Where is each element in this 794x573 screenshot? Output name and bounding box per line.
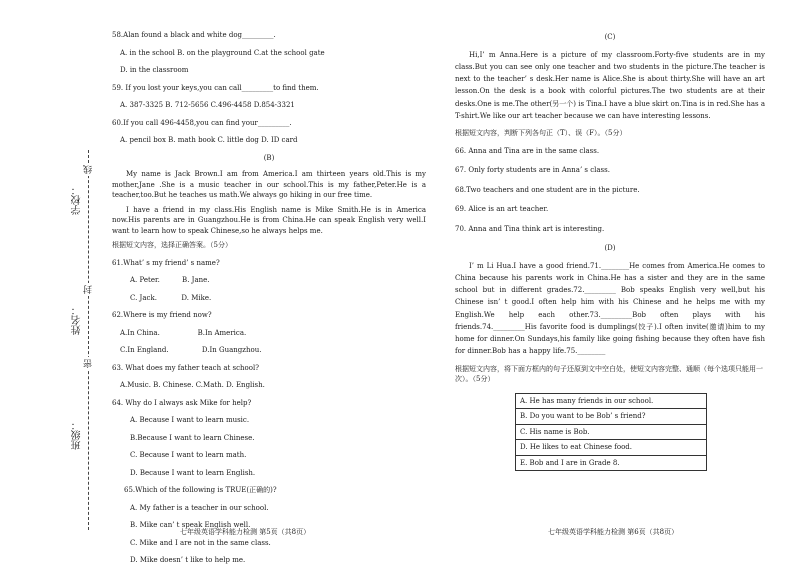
question-63: 63. What does my father teach at school? <box>112 363 259 372</box>
box-option-c: C. His name is Bob. <box>516 425 706 441</box>
question-58-options-a: A. in the school B. on the playground C.at the school gate <box>120 48 325 57</box>
question-60: 60.If you call 496-4458,you can find your_________. <box>112 118 292 127</box>
section-c-instructions: 根据短文内容，判断下列各句正（T）、误（F）。（5分） <box>455 129 627 137</box>
question-68: 68.Two teachers and one student are in the picture. <box>455 185 640 194</box>
binding-mark-line: 线 <box>84 165 94 174</box>
question-62-options-cd: C.In England. D.In Guangzhou. <box>120 346 262 354</box>
section-c-title: (C) <box>604 33 616 41</box>
section-b-instructions: 根据短文内容，选择正确答案。（5分） <box>112 241 232 249</box>
question-70: 70. Anna and Tina think art is interesting. <box>455 224 605 233</box>
question-64-option-b: B.Because I want to learn Chinese. <box>130 433 255 442</box>
question-64: 64. Why do I always ask Mike for help? <box>112 398 252 407</box>
question-64-option-d: D. Because I want to learn English. <box>130 468 256 477</box>
question-64-option-c: C. Because I want to learn math. <box>130 451 247 459</box>
question-58-options-b: D. in the classroom <box>120 66 189 74</box>
section-d-instructions: 根据短文内容，将下面方框内的句子还原到文中空白处，使短文内容完整、通顺（每个选项只能用一次）。（5分） <box>455 364 763 383</box>
question-69: 69. Alice is an art teacher. <box>455 205 549 213</box>
passage-b-paragraph-2: I have a friend in my class.His English name is Mike Smith.He is in America now.His parents are in Guangzhou.He is from China.He can speak English very well.I want to learn how to speak Chinese,so he always helps me. <box>112 205 426 235</box>
question-67: 67. Only forty students are in Anna’ s class. <box>455 166 610 174</box>
box-option-a: A. He has many friends in our school. <box>516 394 706 410</box>
name-label: 姓名： <box>72 305 83 335</box>
page-footer-right: 七年级英语学科能力检测 第6页（共8页） <box>548 528 679 536</box>
question-65-option-d: D. Mike doesn’ t like to help me. <box>130 556 246 564</box>
passage-c: Hi,I’ m Anna.Here is a picture of my classroom.Forty-five students are in my class.But you can see only one teacher and two students in the picture.The teacher is next to the teacher’ s desk.Her name is Alice.She is about thirty.She will have an art lesson.On the desk is a book with colorful pictures.The two students are at their desks.One is me.The other(另一个) is Tina.I have a blue skirt on.Tina is in red.She has a T-shirt.We like our art teacher because we can have interesting lessons. <box>455 50 765 120</box>
question-66: 66. Anna and Tina are in the same class. <box>455 146 600 155</box>
question-58: 58.Alan found a black and white dog_________. <box>112 31 276 39</box>
question-62: 62.Where is my friend now? <box>112 311 212 319</box>
binding-mark-seal: 封 <box>84 285 94 294</box>
box-option-b: B. Do you want to be Bob’ s friend? <box>516 409 706 425</box>
school-label: 学校： <box>72 185 83 215</box>
question-65-option-c: C. Mike and I are not in the same class. <box>130 538 271 547</box>
options-box <box>515 393 707 472</box>
question-59: 59. If you lost your keys,you can call_________to find them. <box>112 83 319 92</box>
question-61-options-ab: A. Peter. B. Jane. <box>130 276 210 284</box>
box-option-e: E. Bob and I are in Grade 8. <box>520 458 620 467</box>
binding-dashed-line <box>88 150 89 530</box>
question-63-options: A.Music. B. Chinese. C.Math. D. English. <box>120 381 265 389</box>
box-option-d: D. He likes to eat Chinese food. <box>516 440 706 456</box>
question-60-options: A. pencil box B. math book C. little dog D. ID card <box>120 136 298 144</box>
left-column <box>112 30 426 573</box>
question-65: 65.Which of the following is TRUE(正确的)? <box>124 486 277 494</box>
passage-d: I’ m Li Hua.I have a good friend.71.________He comes from America.He comes to China because his parents work in China.He has a sister and they are in the same school but in different grades.72._________ Bob speaks English very well,but his Chinese isn’ t good.I often help him with his Chinese and he helps me with my English.We help each other.73._________Bob often plays with his friends.74._________His favorite food is dumplings(饺子).I often invite(邀请)him to my home for dinner.On Sundays,his family like going fishing because they often have fish for dinner.Bob has a happy life.75.________ <box>455 261 765 356</box>
question-64-option-a: A. Because I want to learn music. <box>130 416 250 424</box>
question-62-options-ab: A.In China. B.In America. <box>120 328 247 337</box>
question-61: 61.What’ s my friend’ s name? <box>112 258 220 267</box>
question-61-options-cd: C. Jack. D. Mike. <box>130 293 212 302</box>
right-column <box>455 30 765 471</box>
page-footer-left: 七年级英语学科能力检测 第5页（共8页） <box>180 528 311 536</box>
section-b-title: (B) <box>263 153 275 162</box>
question-65-option-b: B. Mike can’ t speak English well. <box>130 521 251 529</box>
section-d-title: (D) <box>604 244 616 252</box>
binding-mark-secret: 密 <box>84 359 94 368</box>
passage-b-paragraph-1: My name is Jack Brown.I am from America.I am thirteen years old.This is my mother,Jane .She is a music teacher in our school.This is my father,Peter.He is a teacher,too.But he teaches us math.We always go hiking in our free time. <box>112 170 426 199</box>
class-label: 班级： <box>72 420 83 450</box>
question-59-options: A. 387-3325 B. 712-5656 C.496-4458 D.854-3321 <box>120 101 295 109</box>
question-65-option-a: A. My father is a teacher in our school. <box>130 503 269 512</box>
